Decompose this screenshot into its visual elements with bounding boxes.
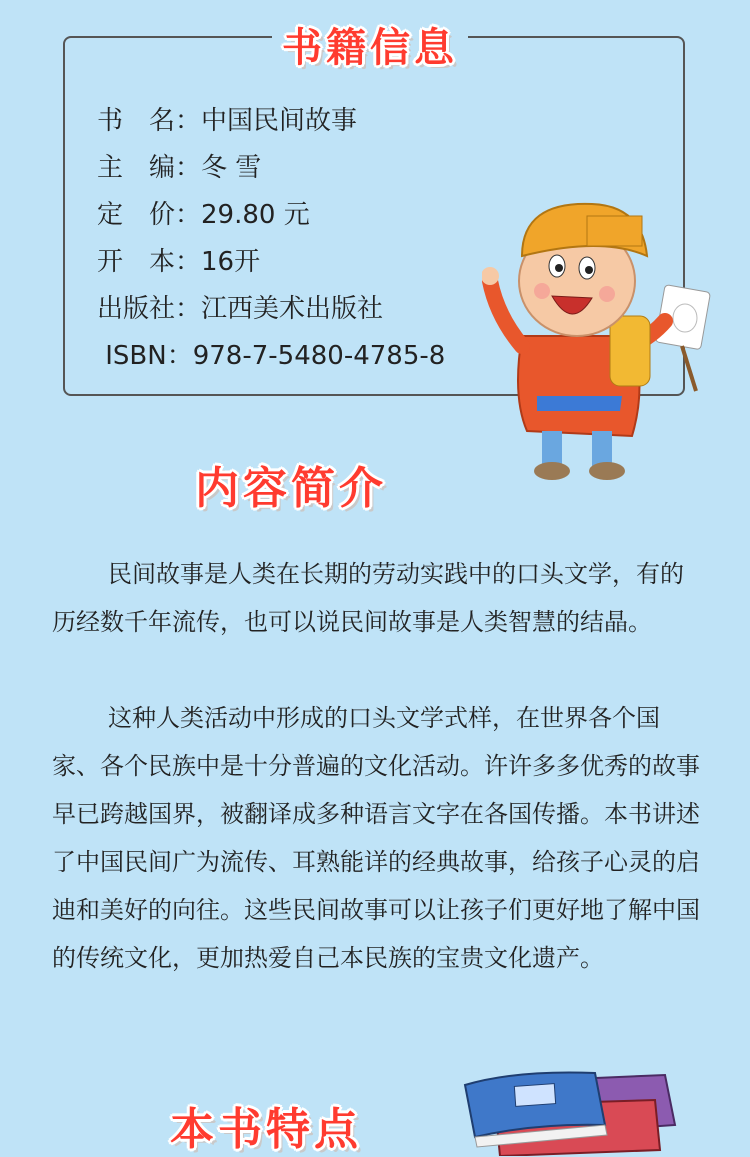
info-row-title: 书 名：中国民间故事 bbox=[97, 106, 358, 136]
info-row-publisher: 出版社：江西美术出版社 bbox=[97, 294, 384, 324]
info-row-price: 定 价：29.80 元 bbox=[97, 200, 310, 230]
books-illustration bbox=[455, 1065, 685, 1156]
intro-paragraph-1: 民间故事是人类在长期的劳动实践中的口头文学，有的历经数千年流传，也可以说民间故事是人类智慧的结晶。 bbox=[52, 560, 684, 636]
info-row-editor: 主 编：冬 雪 bbox=[97, 153, 262, 183]
info-row-isbn: ISBN：978-7-5480-4785-8 bbox=[97, 341, 446, 371]
info-row-format: 开 本：16开 bbox=[97, 247, 261, 277]
cartoon-boy-illustration bbox=[482, 196, 712, 496]
intro-paragraph-2: 这种人类活动中形成的口头文学式样，在世界各个国家、各个民族中是十分普遍的文化活动。许许多多优秀的故事早已跨越国界，被翻译成多种语言文字在各国传播。本书讲述了中国民间广为流传、耳熟能详的经典故事，给孩子心灵的启迪和美好的向往。这些民间故事可以让孩子们更好地了解中国的传统文化，更加热爱自己本民族的宝贵文化遗产。 bbox=[52, 704, 700, 972]
intro-title: 内容简介 bbox=[195, 463, 387, 514]
book-info-title: 书籍信息 bbox=[272, 16, 468, 73]
features-title: 本书特点 bbox=[170, 1104, 362, 1155]
